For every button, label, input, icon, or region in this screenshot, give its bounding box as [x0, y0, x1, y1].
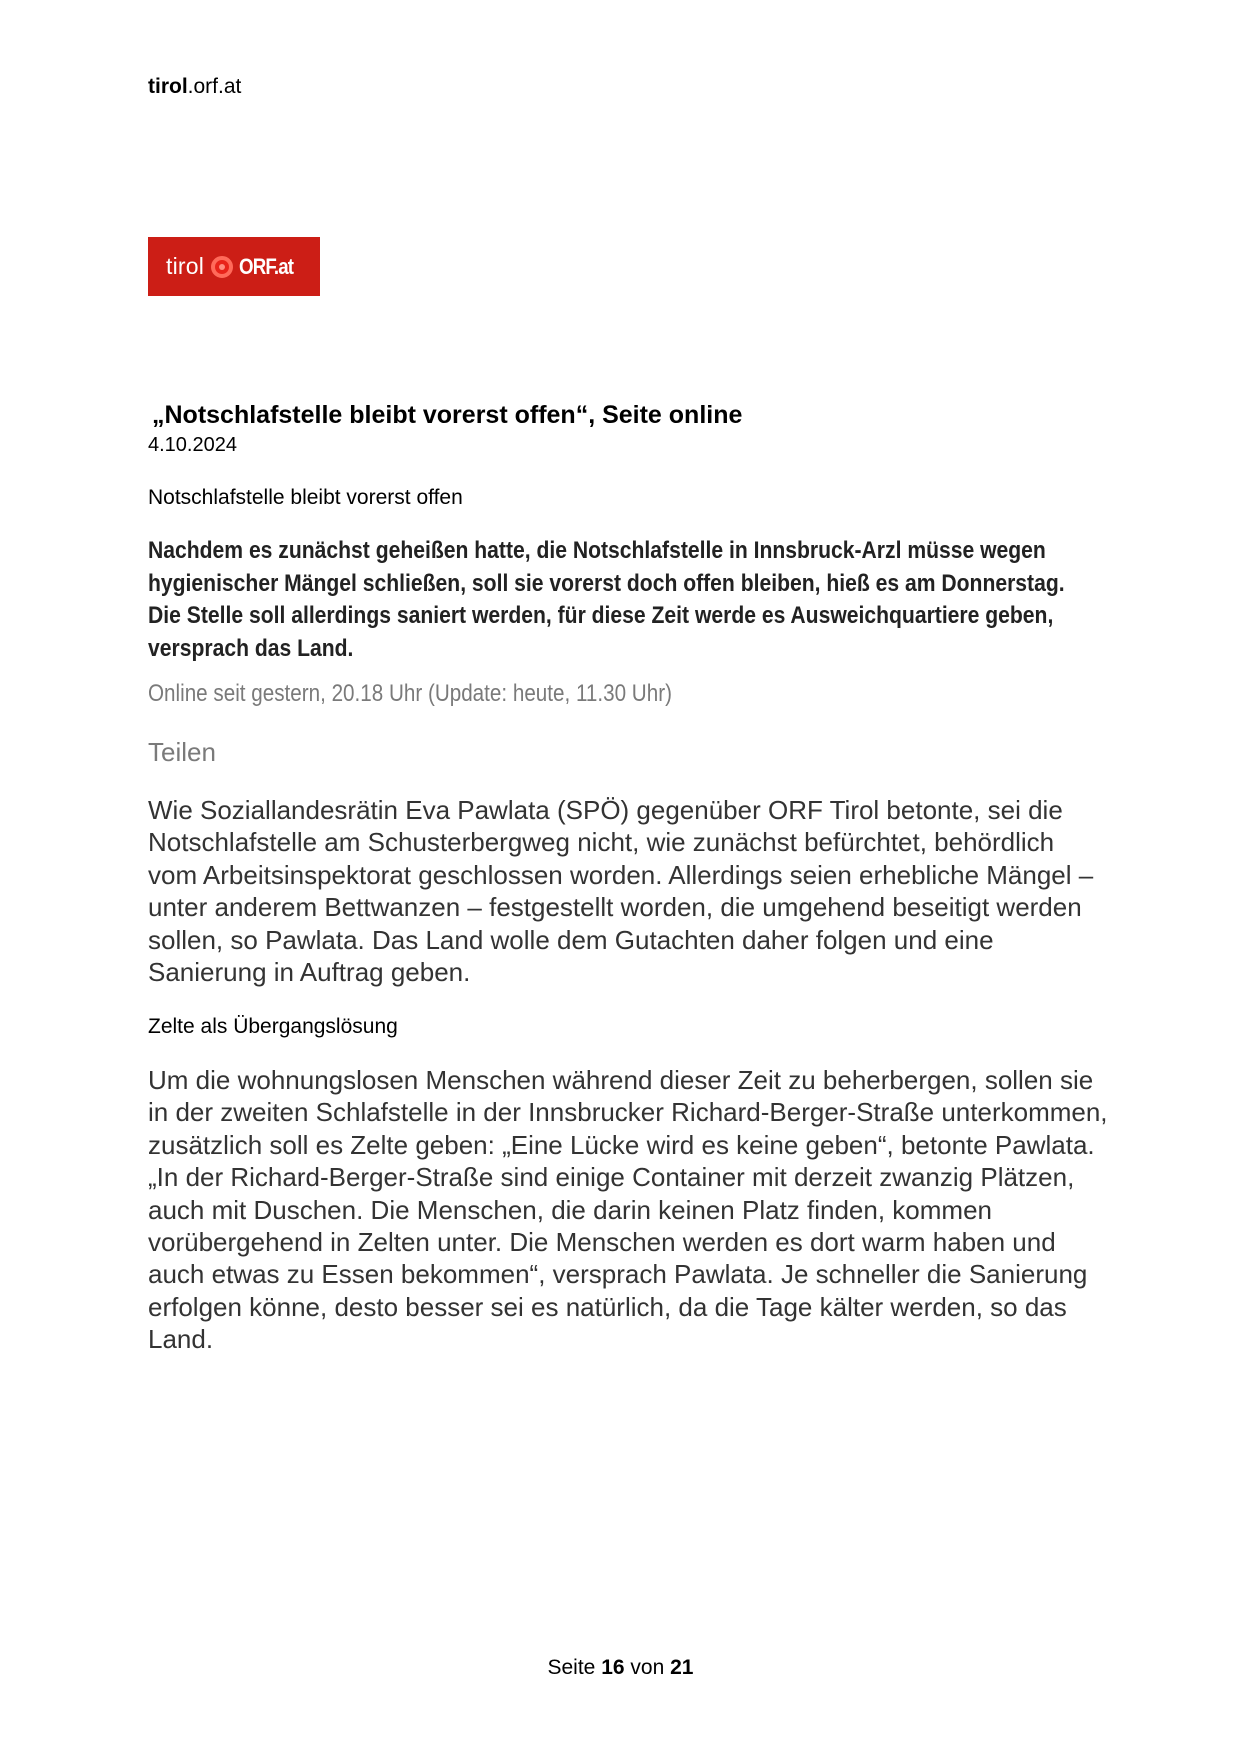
- orf-tirol-logo: [148, 237, 320, 296]
- article-paragraph-2: Um die wohnungslosen Menschen während dieser Zeit zu beherbergen, sollen sie in der zweiten Schlafstelle in der Innsbrucker Richard-Berger-Straße unterkommen, zusätzlich soll es Zelte geben: „Eine Lücke wird es keine geben“, betonte Pawlata. „In der Richard-Berger-Straße sind einige Container mit derzeit zwanzig Plätzen, auch mit Duschen. Die Menschen, die darin keinen Platz finden, kommen vorübergehend in Zelten unter. Die Menschen werden es dort warm haben und auch etwas zu Essen bekommen“, versprach Pawlata. Je schneller die Sanierung erfolgen könne, desto besser sei es natürlich, da die Tage kälter werden, so das Land.: [148, 1065, 1108, 1355]
- logo-region: tirol: [166, 253, 205, 279]
- article-date: 4.10.2024: [148, 434, 237, 456]
- article-subheading: Zelte als Übergangslösung: [148, 1015, 398, 1038]
- share-label: Teilen: [148, 737, 216, 767]
- article-lead: Nachdem es zunächst geheißen hatte, die Notschlafstelle in Innsbruck-Arzl müsse wegen hygienischer Mängel schließen, soll sie vorerst doch offen bleiben, hieß es am Donnerstag. Die Stelle soll allerdings saniert werden, für diese Zeit werde es Ausweichquartiere geben, versprach das Land.: [148, 537, 1065, 662]
- site-header: [148, 73, 241, 101]
- orf-ring-icon: [211, 256, 233, 278]
- article-kicker: Notschlafstelle bleibt vorerst offen: [148, 486, 463, 509]
- site-header-bold: tirol: [148, 75, 188, 98]
- footer-page-total: 21: [670, 1656, 694, 1679]
- article-paragraph-1: Wie Soziallandesrätin Eva Pawlata (SPÖ) gegenüber ORF Tirol betonte, sei die Notschlafstelle am Schusterbergweg nicht, wie zunächst befürchtet, behördlich vom Arbeitsinspektorat geschlossen worden. Allerdings seien erhebliche Mängel – unter anderem Bettwanzen – festgestellt worden, die umgehend beseitigt werden sollen, so Pawlata. Das Land wolle dem Gutachten daher folgen und eine Sanierung in Auftrag geben.: [148, 795, 1094, 988]
- footer-page-number: 16: [601, 1656, 625, 1679]
- site-header-domain: .orf.at: [187, 75, 242, 98]
- page-footer: [0, 1655, 1241, 1681]
- logo-brand: ORF.at: [239, 253, 294, 279]
- footer-middle: von: [630, 1656, 665, 1679]
- article-meta: Online seit gestern, 20.18 Uhr (Update: heute, 11.30 Uhr): [148, 680, 672, 707]
- article-title: „Notschlafstelle bleibt vorerst offen“, Seite online: [152, 401, 743, 429]
- footer-prefix: Seite: [547, 1656, 596, 1679]
